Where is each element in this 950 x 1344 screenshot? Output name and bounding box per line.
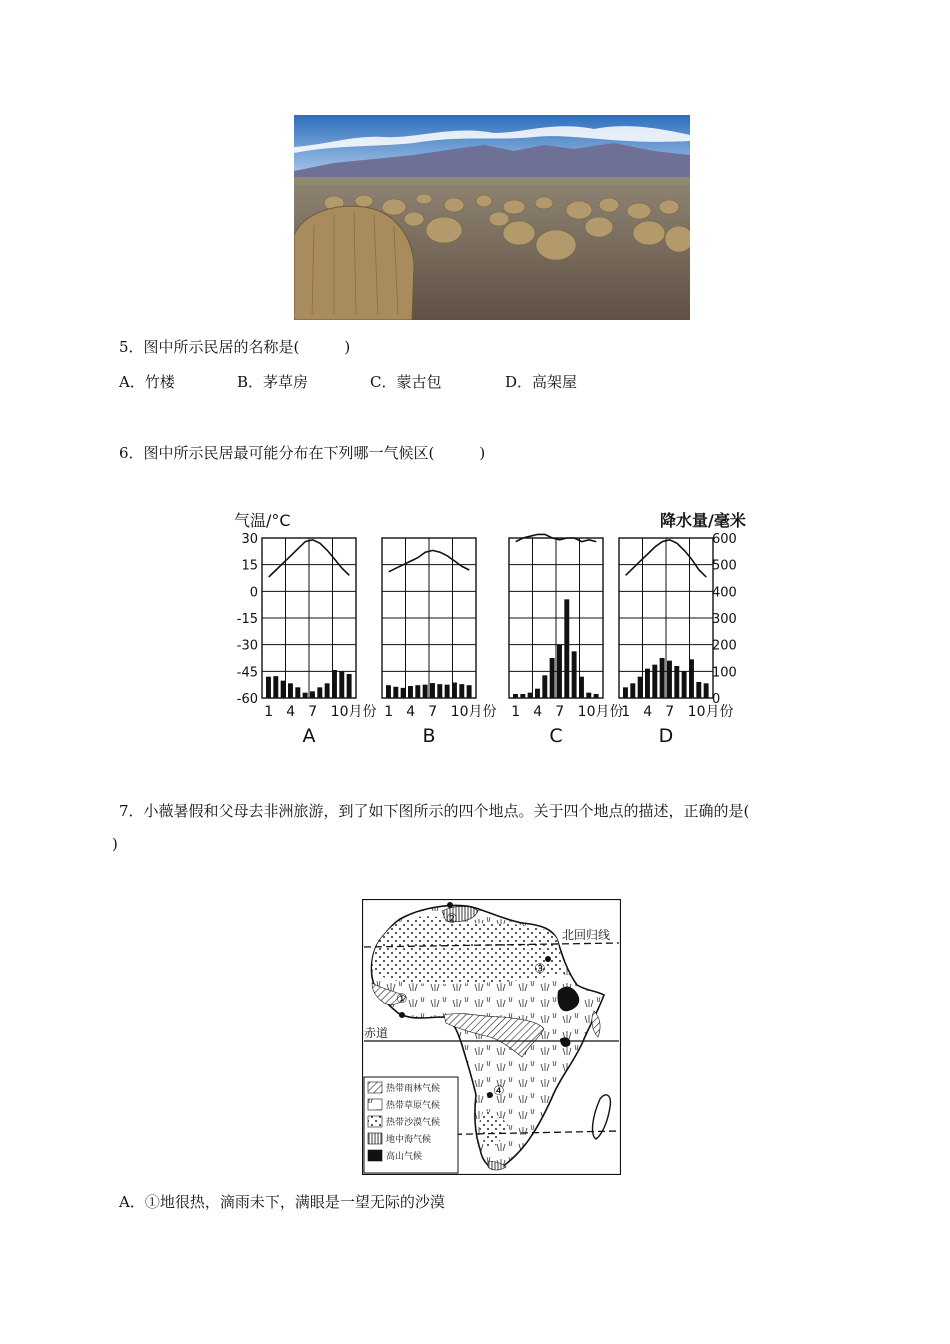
- precipitation-bar: [586, 693, 591, 698]
- temperature-ticks: [237, 532, 258, 707]
- precipitation-bar: [386, 685, 391, 698]
- legend-desert: 热带沙漠气候: [386, 1118, 441, 1128]
- month-tick-label: 4: [286, 704, 296, 720]
- precipitation-bar: [423, 685, 428, 698]
- month-tick-label: 4: [406, 704, 416, 720]
- precipitation-bar: [594, 694, 599, 698]
- precipitation-bar: [408, 686, 413, 698]
- precipitation-bar: [638, 677, 643, 698]
- temperature-tick-label: 15: [241, 558, 258, 574]
- precipitation-bar: [430, 683, 435, 698]
- precipitation-bar: [452, 683, 457, 698]
- month-tick-label: 7: [428, 704, 438, 720]
- panel-label: D: [658, 725, 674, 747]
- precipitation-bar: [652, 665, 657, 698]
- temperature-axis-title: 气温/°C: [234, 511, 291, 530]
- point-3-label: ③: [534, 962, 546, 977]
- precipitation-tick-label: 600: [712, 532, 737, 547]
- precipitation-bar: [550, 658, 555, 698]
- tropic-label: 北回归线: [562, 928, 611, 942]
- question-6-stem: 6．图中所示民居最可能分布在下列哪一气候区( ): [119, 444, 486, 462]
- month-tick-label: 10月份: [330, 704, 377, 720]
- climate-charts: [228, 506, 748, 751]
- q5-option-b[interactable]: B．茅草房: [237, 373, 309, 391]
- point-1-label: ①: [396, 992, 408, 1007]
- temperature-tick-label: 30: [241, 532, 258, 547]
- precipitation-bar: [332, 670, 337, 698]
- precipitation-bar: [513, 694, 518, 698]
- climate-panels: [262, 534, 733, 747]
- point-2-label: ②: [446, 912, 458, 927]
- precipitation-axis-title: 降水量/毫米: [660, 511, 746, 530]
- legend-mediterranean: 地中海气候: [386, 1135, 432, 1145]
- precipitation-tick-label: 100: [712, 665, 737, 681]
- precipitation-tick-label: 500: [712, 558, 737, 574]
- temperature-tick-label: -60: [236, 692, 258, 707]
- africa-climate-map: [362, 899, 621, 1175]
- temperature-tick-label: -45: [236, 665, 258, 681]
- month-tick-label: 1: [384, 704, 394, 720]
- point-4-label: ④: [493, 1084, 505, 1099]
- month-tick-label: 1: [621, 704, 631, 720]
- precipitation-bar: [630, 683, 635, 698]
- climate-panel-c: [509, 534, 623, 747]
- precipitation-bar: [528, 693, 533, 698]
- precipitation-bar: [660, 658, 665, 698]
- panel-label: B: [422, 725, 436, 747]
- precipitation-bar: [674, 666, 679, 698]
- photo-grass-huts: [294, 115, 690, 320]
- precipitation-bar: [520, 694, 525, 698]
- panel-label: A: [302, 725, 316, 747]
- precipitation-bar: [557, 645, 562, 698]
- month-tick-label: 7: [665, 704, 675, 720]
- precipitation-bar: [273, 676, 278, 698]
- precipitation-bar: [281, 681, 286, 698]
- month-tick-label: 7: [555, 704, 565, 720]
- q7-option-a[interactable]: A．①地很热，滴雨未下，满眼是一望无际的沙漠: [119, 1193, 445, 1211]
- q5-option-c[interactable]: C．蒙古包: [370, 373, 442, 391]
- month-tick-label: 1: [511, 704, 521, 720]
- month-tick-label: 10月份: [450, 704, 497, 720]
- precipitation-bar: [325, 683, 330, 698]
- precipitation-bar: [704, 683, 709, 698]
- precipitation-bar: [288, 683, 293, 698]
- precipitation-tick-label: 400: [712, 585, 737, 601]
- precipitation-bar: [542, 675, 547, 698]
- precipitation-bar: [415, 685, 420, 698]
- temperature-tick-label: 0: [249, 585, 258, 601]
- question-7-stem-line2: ): [112, 835, 118, 853]
- month-tick-label: 10月份: [687, 704, 734, 720]
- precipitation-bar: [266, 677, 271, 698]
- equator-label: 赤道: [364, 1026, 389, 1040]
- precipitation-bar: [401, 688, 406, 698]
- precipitation-bar: [623, 687, 628, 698]
- precipitation-bar: [467, 685, 472, 698]
- month-tick-label: 1: [264, 704, 274, 720]
- precipitation-bar: [303, 693, 308, 698]
- legend-rainforest: 热带雨林气候: [386, 1084, 441, 1094]
- precipitation-bar: [317, 687, 322, 698]
- climate-panel-b: [382, 538, 496, 747]
- month-tick-label: 4: [533, 704, 543, 720]
- precipitation-tick-label: 0: [712, 692, 721, 707]
- q5-option-d[interactable]: D．高架屋: [505, 373, 578, 391]
- precipitation-bar: [437, 684, 442, 698]
- precipitation-bar: [295, 687, 300, 698]
- precipitation-bar: [645, 669, 650, 698]
- panel-label: C: [549, 725, 563, 747]
- question-7-stem-line1: 7．小薇暑假和父母去非洲旅游，到了如下图所示的四个地点。关于四个地点的描述，正确的是(: [119, 802, 750, 820]
- month-tick-label: 7: [308, 704, 318, 720]
- month-tick-label: 4: [643, 704, 653, 720]
- precipitation-bar: [579, 677, 584, 698]
- climate-panel-a: [262, 538, 376, 747]
- precipitation-bar: [445, 685, 450, 698]
- temperature-tick-label: -30: [236, 638, 258, 654]
- precipitation-bar: [572, 651, 577, 698]
- precipitation-bar: [696, 682, 701, 698]
- precipitation-bar: [459, 684, 464, 698]
- temperature-tick-label: -15: [236, 612, 258, 627]
- precipitation-bar: [689, 659, 694, 698]
- precipitation-bar: [682, 671, 687, 698]
- precipitation-ticks: [712, 532, 737, 707]
- precipitation-tick-label: 200: [712, 638, 737, 654]
- precipitation-bar: [564, 599, 569, 698]
- question-5-stem: 5．图中所示民居的名称是( ): [119, 338, 351, 356]
- month-tick-label: 10月份: [577, 704, 624, 720]
- precipitation-bar: [347, 674, 352, 698]
- precipitation-tick-label: 300: [712, 612, 737, 627]
- precipitation-bar: [667, 661, 672, 698]
- precipitation-bar: [535, 689, 540, 698]
- precipitation-bar: [339, 671, 344, 698]
- precipitation-bar: [310, 691, 315, 698]
- hut-landscape-image: [294, 115, 690, 320]
- legend-highland: 高山气候: [386, 1152, 423, 1162]
- legend-savanna: 热带草原气候: [386, 1101, 441, 1111]
- precipitation-bar: [393, 687, 398, 698]
- q5-option-a[interactable]: A．竹楼: [119, 373, 175, 391]
